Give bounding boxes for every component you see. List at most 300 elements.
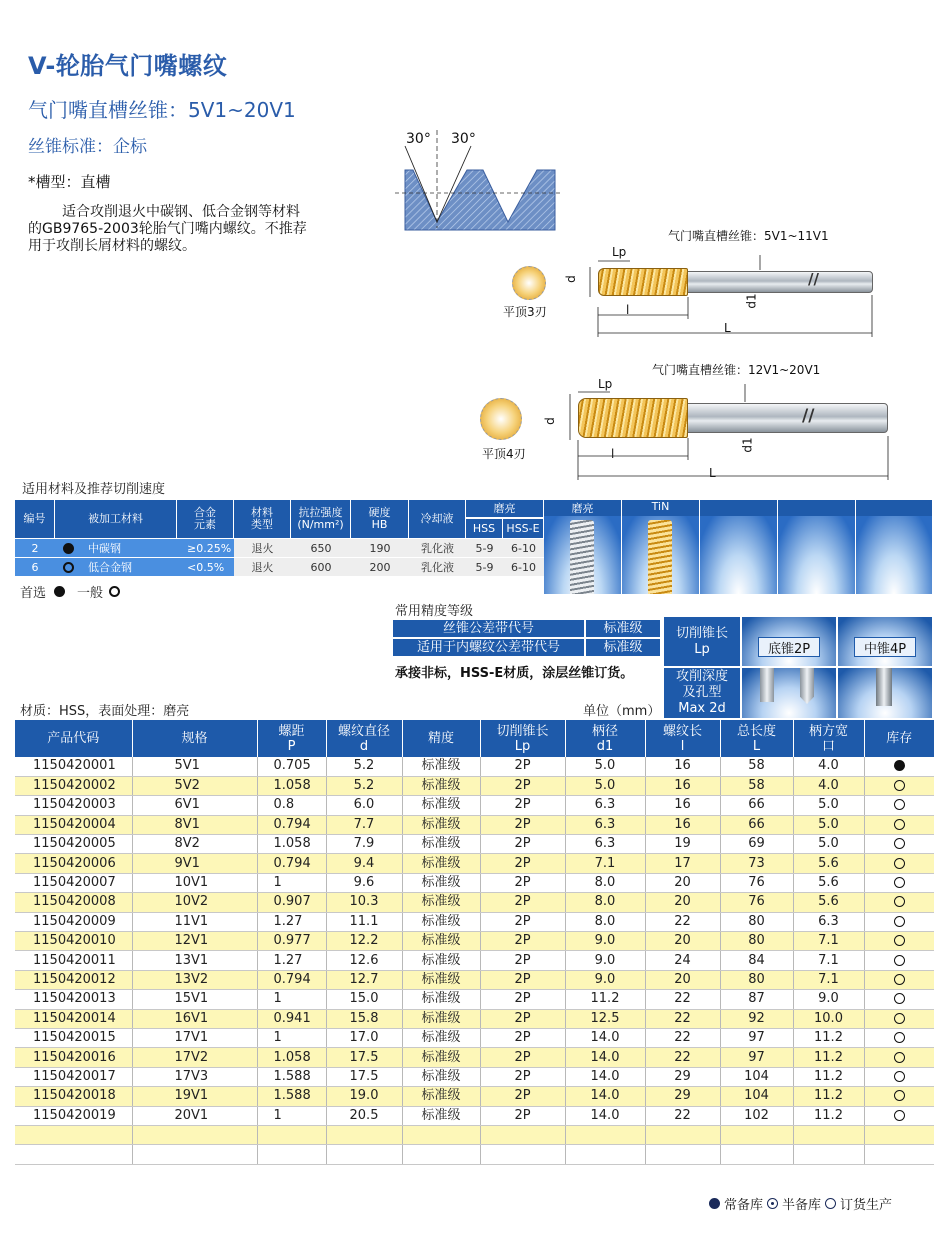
table-row <box>15 932 934 951</box>
cell-code: 1150420001 <box>15 757 132 776</box>
empty-cell <box>326 1125 402 1144</box>
empty-cell <box>402 1145 480 1164</box>
empty-cell <box>720 1145 793 1164</box>
cell-l: 22 <box>645 1028 720 1047</box>
mat-row1-material <box>55 539 177 557</box>
cell-lp: 2P <box>480 796 565 815</box>
empty-row <box>15 1125 934 1144</box>
table-row <box>15 835 934 854</box>
cell-lp: 2P <box>480 1048 565 1067</box>
cell-p: 1.058 <box>257 1048 326 1067</box>
cell-d1: 8.0 <box>565 873 645 892</box>
cell-l: 22 <box>645 912 720 931</box>
cell-d1: 14.0 <box>565 1087 645 1106</box>
column-header <box>15 720 132 757</box>
cell-p: 0.941 <box>257 1009 326 1028</box>
mat-row2-coolant: 乳化液 <box>409 558 466 576</box>
cell-l: 76 <box>720 873 793 892</box>
cell-l: 16 <box>645 776 720 795</box>
mat-header-material: 被加工材料 <box>55 500 177 538</box>
cell-p: 1.588 <box>257 1087 326 1106</box>
legend-first-dot-icon <box>54 586 65 597</box>
cell-l: 20 <box>645 970 720 989</box>
column-header-text: 柄径 <box>591 723 618 739</box>
cell-stock <box>864 815 934 834</box>
thread-hole-icon <box>876 668 892 706</box>
stock-legend <box>709 1194 892 1213</box>
cell-d: 20.5 <box>326 1106 402 1125</box>
cell-l: 16 <box>645 815 720 834</box>
column-header-text: Lp <box>514 738 531 754</box>
semi-stock-label: 半备库 <box>781 1198 821 1213</box>
tap2-dim-l: l <box>611 447 615 461</box>
cell-l: 24 <box>645 951 720 970</box>
cell-d: 15.8 <box>326 1009 402 1028</box>
cell-grade: 标准级 <box>402 835 480 854</box>
empty-cell <box>480 1125 565 1144</box>
cell-lp: 2P <box>480 757 565 776</box>
cell-p: 0.977 <box>257 932 326 951</box>
table-row <box>15 815 934 834</box>
cell-lp: 2P <box>480 873 565 892</box>
unit-label: 单位（mm） <box>583 704 661 719</box>
cell-stock <box>864 854 934 873</box>
cell-l: 97 <box>720 1028 793 1047</box>
cell-l: 19 <box>645 835 720 854</box>
cell-stock <box>864 951 934 970</box>
mat-row1-no: 2 <box>15 539 55 557</box>
column-header-text: P <box>287 738 296 754</box>
cell-spec: 10V2 <box>132 893 257 912</box>
cell-spec: 6V1 <box>132 796 257 815</box>
cell-p: 0.705 <box>257 757 326 776</box>
chamfer-2p-label: 底锥2P <box>758 637 820 657</box>
cell-l: 97 <box>720 1048 793 1067</box>
cell-l: 20 <box>645 932 720 951</box>
cell-stock <box>864 1106 934 1125</box>
finish-photo-polish <box>544 516 622 594</box>
cell-grade: 标准级 <box>402 932 480 951</box>
cell-d: 19.0 <box>326 1087 402 1106</box>
empty-cell <box>864 1125 934 1144</box>
cell-stock <box>864 1009 934 1028</box>
mat-row2-name: 低合金钢 <box>88 561 132 574</box>
column-header-text: 螺纹直径 <box>337 723 390 739</box>
cell-lp: 2P <box>480 815 565 834</box>
cell-l: 87 <box>720 990 793 1009</box>
mat-row1-alloy: ≥0.25% <box>177 539 234 557</box>
empty-cell <box>480 1145 565 1164</box>
cell-l: 92 <box>720 1009 793 1028</box>
mat-row1-tensile: 650 <box>291 539 351 557</box>
cell-l: 80 <box>720 932 793 951</box>
table-row <box>15 990 934 1009</box>
cell-sq: 4.0 <box>793 776 864 795</box>
mat-header-hss: HSS <box>466 518 503 538</box>
cell-code: 1150420018 <box>15 1087 132 1106</box>
cell-d1: 14.0 <box>565 1106 645 1125</box>
mat-row2-type: 退火 <box>234 558 291 576</box>
cell-stock <box>864 912 934 931</box>
cell-l: 69 <box>720 835 793 854</box>
cell-lp: 2P <box>480 1106 565 1125</box>
cell-code: 1150420006 <box>15 854 132 873</box>
column-header-text: 螺纹长 <box>662 723 702 739</box>
cell-sq: 5.6 <box>793 873 864 892</box>
cell-lp: 2P <box>480 1087 565 1106</box>
empty-cell <box>720 1125 793 1144</box>
material-note: 材质：HSS，表面处理：磨亮 <box>20 704 190 719</box>
cell-p: 1 <box>257 1028 326 1047</box>
cell-p: 0.8 <box>257 796 326 815</box>
cell-d1: 6.3 <box>565 796 645 815</box>
cell-l: 80 <box>720 912 793 931</box>
cell-code: 1150420002 <box>15 776 132 795</box>
cell-d1: 9.0 <box>565 932 645 951</box>
mat-header-coolant: 冷却液 <box>409 500 466 538</box>
cell-spec: 8V2 <box>132 835 257 854</box>
cell-spec: 8V1 <box>132 815 257 834</box>
tap2-dim-lp: Lp <box>598 377 613 391</box>
cell-lp: 2P <box>480 893 565 912</box>
cell-code: 1150420008 <box>15 893 132 912</box>
cell-p: 1.058 <box>257 776 326 795</box>
cell-l: 76 <box>720 893 793 912</box>
description: 适合攻削退火中碳钢、低合金钢等材料的GB9765-2003轮胎气门嘴内螺纹。不推荐用于攻削长屑材料的螺纹。 <box>28 204 307 254</box>
cell-lp: 2P <box>480 951 565 970</box>
empty-cell <box>793 1125 864 1144</box>
table-body <box>15 757 934 1164</box>
cell-d1: 14.0 <box>565 1028 645 1047</box>
preferred-dot-icon <box>63 543 74 554</box>
flute4-label: 平顶4刃 <box>482 447 526 461</box>
cell-d1: 8.0 <box>565 912 645 931</box>
cell-p: 1.27 <box>257 951 326 970</box>
column-header-text: d1 <box>596 738 614 754</box>
mat-row2-material <box>55 558 177 576</box>
table-row <box>15 1067 934 1086</box>
mat-header-hardness: 硬度HB <box>351 500 409 538</box>
tap2-marking: // <box>802 406 815 426</box>
empty-cell <box>257 1145 326 1164</box>
cell-d: 12.7 <box>326 970 402 989</box>
cell-stock <box>864 757 934 776</box>
cell-lp: 2P <box>480 1009 565 1028</box>
mat-row1-hsse: 6-10 <box>503 539 544 557</box>
cell-grade: 标准级 <box>402 1028 480 1047</box>
finish-photo-5 <box>856 516 932 594</box>
cell-d: 12.2 <box>326 932 402 951</box>
cell-spec: 9V1 <box>132 854 257 873</box>
cell-lp: 2P <box>480 912 565 931</box>
tap1-caption: 气门嘴直槽丝锥：5V1~11V1 <box>668 229 829 243</box>
cell-l: 20 <box>645 893 720 912</box>
cell-grade: 标准级 <box>402 873 480 892</box>
cell-p: 1.058 <box>257 835 326 854</box>
cell-p: 1 <box>257 1106 326 1125</box>
cell-sq: 7.1 <box>793 951 864 970</box>
cell-code: 1150420005 <box>15 835 132 854</box>
cell-d: 5.2 <box>326 757 402 776</box>
cell-l: 16 <box>645 757 720 776</box>
cell-code: 1150420012 <box>15 970 132 989</box>
cell-grade: 标准级 <box>402 815 480 834</box>
empty-cell <box>565 1125 645 1144</box>
cell-lp: 2P <box>480 854 565 873</box>
thread-profile-diagram <box>395 128 565 238</box>
table-row <box>15 951 934 970</box>
cell-code: 1150420017 <box>15 1067 132 1086</box>
column-header-text: 口 <box>821 738 835 754</box>
stock-open-icon <box>894 858 905 869</box>
cell-grade: 标准级 <box>402 854 480 873</box>
cell-stock <box>864 1087 934 1106</box>
cell-l: 22 <box>645 1048 720 1067</box>
finish-photo-4 <box>778 516 856 594</box>
mat-row2-hss: 5-9 <box>466 558 503 576</box>
tap1-marking: // <box>808 270 819 288</box>
hole-blind-cell <box>742 668 836 718</box>
stock-filled-icon <box>894 760 905 771</box>
finish-header-3 <box>700 500 778 516</box>
prec-row1-label: 丝锥公差带代号 <box>393 620 584 637</box>
mat-header-hsse: HSS-E <box>503 518 544 538</box>
cell-l: 58 <box>720 757 793 776</box>
cell-sq: 5.6 <box>793 893 864 912</box>
cell-grade: 标准级 <box>402 1067 480 1086</box>
empty-cell <box>565 1145 645 1164</box>
angle-right-label: 30° <box>451 131 476 147</box>
cell-sq: 5.0 <box>793 796 864 815</box>
empty-cell <box>326 1145 402 1164</box>
mat-header-no: 编号 <box>15 500 55 538</box>
cell-sq: 11.2 <box>793 1048 864 1067</box>
cell-d: 11.1 <box>326 912 402 931</box>
cell-d: 12.6 <box>326 951 402 970</box>
cell-d: 6.0 <box>326 796 402 815</box>
column-header <box>864 720 934 757</box>
cell-d1: 6.3 <box>565 835 645 854</box>
cell-lp: 2P <box>480 835 565 854</box>
cell-sq: 7.1 <box>793 970 864 989</box>
cell-p: 0.907 <box>257 893 326 912</box>
mat-header-tensile: 抗拉强度(N/mm²) <box>291 500 351 538</box>
cell-d: 17.0 <box>326 1028 402 1047</box>
stock-open-icon <box>894 780 905 791</box>
cell-sq: 9.0 <box>793 990 864 1009</box>
cell-l: 29 <box>645 1067 720 1086</box>
table-row <box>15 1106 934 1125</box>
tap2-dim-L: L <box>709 466 716 480</box>
cell-l: 20 <box>645 873 720 892</box>
cell-spec: 20V1 <box>132 1106 257 1125</box>
column-header <box>132 720 257 757</box>
cell-l: 102 <box>720 1106 793 1125</box>
cell-stock <box>864 1028 934 1047</box>
chamfer-label: 切削锥长Lp <box>664 617 740 666</box>
cell-spec: 19V1 <box>132 1087 257 1106</box>
column-header-text: 库存 <box>886 731 913 746</box>
material-legend <box>20 582 120 601</box>
cell-lp: 2P <box>480 1067 565 1086</box>
cell-sq: 7.1 <box>793 932 864 951</box>
table-row <box>15 1048 934 1067</box>
stock-open-icon <box>894 819 905 830</box>
cell-code: 1150420009 <box>15 912 132 931</box>
column-header-text: 规格 <box>181 731 208 746</box>
depth-value: Max 2d <box>678 701 726 716</box>
tap1-dim-l: l <box>626 303 630 317</box>
cell-d: 17.5 <box>326 1048 402 1067</box>
cell-grade: 标准级 <box>402 990 480 1009</box>
cell-p: 1.27 <box>257 912 326 931</box>
cell-l: 73 <box>720 854 793 873</box>
column-header <box>565 720 645 757</box>
cell-sq: 5.0 <box>793 835 864 854</box>
cell-l: 104 <box>720 1087 793 1106</box>
mat-row1-type: 退火 <box>234 539 291 557</box>
mat-header-alloy: 合金元素 <box>177 500 234 538</box>
cell-l: 22 <box>645 990 720 1009</box>
cell-stock <box>864 835 934 854</box>
column-header <box>720 720 793 757</box>
cell-d1: 14.0 <box>565 1048 645 1067</box>
empty-cell <box>864 1145 934 1164</box>
column-header <box>793 720 864 757</box>
cell-l: 66 <box>720 815 793 834</box>
mat-row2-no: 6 <box>15 558 55 576</box>
regular-stock-label: 常备库 <box>723 1198 763 1213</box>
tap1-dimension-lines <box>560 245 880 340</box>
cell-d1: 11.2 <box>565 990 645 1009</box>
mat-row2-hardness: 200 <box>351 558 409 576</box>
cell-l: 29 <box>645 1087 720 1106</box>
cell-stock <box>864 873 934 892</box>
cell-p: 1 <box>257 990 326 1009</box>
cell-grade: 标准级 <box>402 1106 480 1125</box>
cell-code: 1150420015 <box>15 1028 132 1047</box>
page-subtitle: 气门嘴直槽丝锥：5V1~20V1 <box>28 98 296 122</box>
product-table <box>15 720 934 1165</box>
table-row <box>15 1028 934 1047</box>
table-row <box>15 873 934 892</box>
cell-l: 58 <box>720 776 793 795</box>
column-header <box>645 720 720 757</box>
cell-stock <box>864 776 934 795</box>
cell-d: 9.6 <box>326 873 402 892</box>
cell-stock <box>864 893 934 912</box>
table-row <box>15 1087 934 1106</box>
tap1-dim-L: L <box>724 321 731 335</box>
cell-grade: 标准级 <box>402 757 480 776</box>
cell-sq: 11.2 <box>793 1067 864 1086</box>
stock-open-icon <box>894 877 905 888</box>
empty-cell <box>645 1125 720 1144</box>
cell-d1: 6.3 <box>565 815 645 834</box>
cell-spec: 13V1 <box>132 951 257 970</box>
tap2-caption: 气门嘴直槽丝锥：12V1~20V1 <box>652 363 821 377</box>
cell-lp: 2P <box>480 1028 565 1047</box>
finish-header-tin: TiN <box>622 500 700 516</box>
cell-d: 7.7 <box>326 815 402 834</box>
mat-row2-hsse: 6-10 <box>503 558 544 576</box>
cell-grade: 标准级 <box>402 970 480 989</box>
cell-spec: 17V3 <box>132 1067 257 1086</box>
custom-order-note: 承接非标，HSS-E材质，涂层丝锥订货。 <box>395 666 634 681</box>
table-row <box>15 776 934 795</box>
mat-row1-coolant: 乳化液 <box>409 539 466 557</box>
cell-d1: 8.0 <box>565 893 645 912</box>
cell-p: 1.588 <box>257 1067 326 1086</box>
tap1-dim-d1: d1 <box>744 293 759 309</box>
cell-code: 1150420014 <box>15 1009 132 1028</box>
empty-cell <box>402 1125 480 1144</box>
empty-cell <box>793 1145 864 1164</box>
empty-cell <box>645 1145 720 1164</box>
materials-caption: 适用材料及推荐切削速度 <box>22 482 166 497</box>
order-stock-label: 订货生产 <box>839 1198 892 1213</box>
mat-header-polish: 磨亮 <box>466 500 544 517</box>
cell-l: 22 <box>645 1009 720 1028</box>
finish-photo-3 <box>700 516 778 594</box>
cell-p: 1 <box>257 873 326 892</box>
column-header <box>480 720 565 757</box>
angle-left-label: 30° <box>406 131 431 147</box>
order-stock-icon <box>825 1198 836 1209</box>
cell-grade: 标准级 <box>402 951 480 970</box>
cell-code: 1150420019 <box>15 1106 132 1125</box>
cell-spec: 17V1 <box>132 1028 257 1047</box>
cell-grade: 标准级 <box>402 1009 480 1028</box>
stock-open-icon <box>894 1071 905 1082</box>
cell-code: 1150420011 <box>15 951 132 970</box>
cell-code: 1150420003 <box>15 796 132 815</box>
cell-stock <box>864 970 934 989</box>
tap1-dim-d: d <box>563 275 578 283</box>
cell-d: 9.4 <box>326 854 402 873</box>
depth-label: 攻削深度及孔型 <box>675 669 728 700</box>
table-row <box>15 854 934 873</box>
empty-cell <box>257 1125 326 1144</box>
cell-code: 1150420016 <box>15 1048 132 1067</box>
column-header <box>257 720 326 757</box>
cell-spec: 15V1 <box>132 990 257 1009</box>
column-header-text: 产品代码 <box>47 731 100 746</box>
stock-open-icon <box>894 838 905 849</box>
stock-open-icon <box>894 1032 905 1043</box>
tap-standard: 丝锥标准：企标 <box>28 137 147 157</box>
finish-header-4 <box>778 500 856 516</box>
stock-open-icon <box>894 1090 905 1101</box>
depth-cell <box>664 668 740 718</box>
prec-row2-label: 适用于内螺纹公差带代号 <box>393 639 584 656</box>
hole-through-cell <box>838 668 932 718</box>
stock-open-icon <box>894 1052 905 1063</box>
cell-code: 1150420013 <box>15 990 132 1009</box>
table-row <box>15 1009 934 1028</box>
empty-cell <box>132 1145 257 1164</box>
blind-hole-drill-icon <box>760 668 774 702</box>
tap2-dim-d: d <box>542 417 557 425</box>
column-header-text: 螺距 <box>278 723 305 739</box>
stock-open-icon <box>894 935 905 946</box>
empty-cell <box>132 1125 257 1144</box>
stock-open-icon <box>894 1013 905 1024</box>
cell-l: 16 <box>645 796 720 815</box>
stock-open-icon <box>894 799 905 810</box>
column-header-text: 切削锥长 <box>496 723 549 739</box>
cell-spec: 5V1 <box>132 757 257 776</box>
